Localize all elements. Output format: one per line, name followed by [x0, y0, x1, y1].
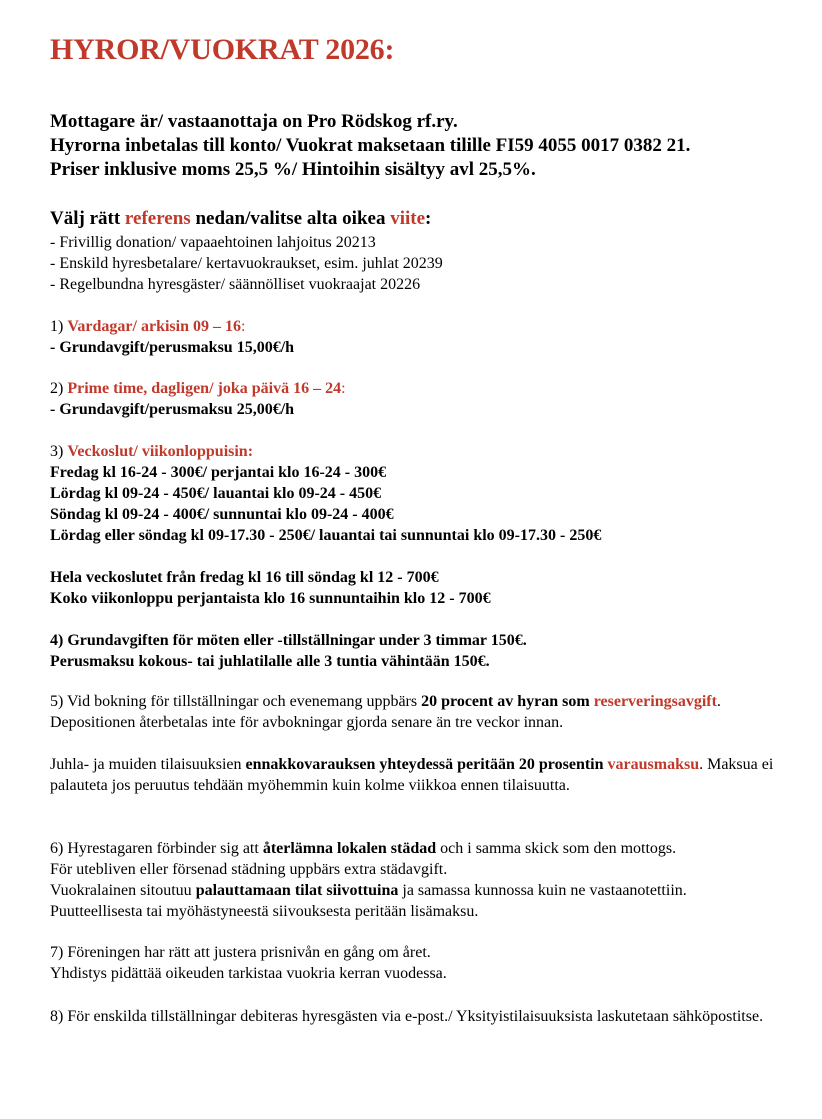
section-colon: :: [341, 380, 346, 397]
section-title: Prime time, dagligen/ joka päivä 16 – 24: [67, 380, 342, 397]
section-title: Vardagar/ arkisin 09 – 16: [67, 318, 241, 335]
text: Vuokralainen sitoutuu: [50, 882, 196, 899]
reference-intro-text: Välj rätt: [50, 208, 125, 229]
emphasis: 20 procent av hyran som: [421, 693, 590, 710]
section-1-heading: [50, 317, 245, 337]
reference-item: - Regelbundna hyresgäster/ säännölliset vuokraajat 20226: [50, 276, 421, 293]
section-1-price: - Grundavgift/perusmaksu 15,00€/h: [50, 339, 295, 356]
section-5-swedish: [50, 691, 780, 733]
reference-item: - Frivillig donation/ vapaaehtoinen lahjoitus 20213: [50, 234, 376, 251]
section-6-line: [50, 839, 676, 859]
weekend-price-line: Lördag eller söndag kl 09-17.30 - 250€/ lauantai tai sunnuntai klo 09-17.30 - 250€: [50, 527, 602, 544]
reserveringsavgift-keyword: reserveringsavgift: [593, 693, 717, 710]
reference-item: - Enskild hyresbetalare/ kertavuokraukset, esim. juhlat 20239: [50, 255, 443, 272]
vat-line: Priser inklusive moms 25,5 %/ Hintoihin sisältyy avl 25,5%.: [50, 159, 536, 180]
weekend-price-line: Söndag kl 09-24 - 400€/ sunnuntai klo 09-24 - 400€: [50, 506, 394, 523]
text: Juhla- ja muiden tilaisuuksien: [50, 756, 246, 773]
section-2-price: - Grundavgift/perusmaksu 25,00€/h: [50, 401, 295, 418]
section-number: 3): [50, 443, 68, 460]
section-7-line: Yhdistys pidättää oikeuden tarkistaa vuokria kerran vuodessa.: [50, 965, 447, 982]
section-number: 2): [50, 380, 68, 397]
weekend-price-line: Lördag kl 09-24 - 450€/ lauantai klo 09-24 - 450€: [50, 485, 382, 502]
reference-intro-colon: :: [425, 208, 432, 229]
section-4-line: 4) Grundavgiften för möten eller -tillställningar under 3 timmar 150€.: [50, 632, 527, 649]
reference-keyword: referens: [124, 208, 191, 229]
text: 5) Vid bokning för tillställningar och evenemang uppbärs: [50, 693, 422, 710]
emphasis: palauttamaan tilat siivottuina: [195, 882, 399, 899]
recipient-line: Mottagare är/ vastaanottaja on Pro Rödskog rf.ry.: [50, 111, 458, 132]
page-title: HYROR/VUOKRAT 2026:: [50, 33, 395, 66]
account-line: Hyrorna inbetalas till konto/ Vuokrat maksetaan tilille FI59 4055 0017 0382 21.: [50, 135, 691, 156]
section-number: 1): [50, 318, 68, 335]
varausmaksu-keyword: varausmaksu: [607, 756, 700, 773]
text: och i samma skick som den mottogs.: [436, 840, 677, 857]
section-colon: :: [240, 318, 246, 335]
section-6-line: Puutteellisesta tai myöhästyneestä siivouksesta peritään lisämaksu.: [50, 903, 479, 920]
reference-intro-text: nedan/valitse alta oikea: [190, 208, 391, 229]
reference-intro: [50, 207, 431, 231]
text: ja samassa kunnossa kuin ne vastaanotettiin.: [398, 882, 687, 899]
viite-keyword: viite: [390, 208, 426, 229]
text: . Maksua ei palauteta jos peruutus tehdään myöhemmin kuin kolme viikkoa ennen tilaisuutta.: [50, 756, 774, 794]
section-5-finnish: [50, 754, 780, 796]
section-7-line: 7) Föreningen har rätt att justera prisnivån en gång om året.: [50, 944, 431, 961]
section-6-line: [50, 881, 687, 901]
text: . Depositionen återbetalas inte för avbokningar gjorda senare än tre veckor innan.: [50, 693, 721, 731]
emphasis: ennakkovarauksen yhteydessä peritään 20 prosentin: [245, 756, 604, 773]
section-4-line: Perusmaksu kokous- tai juhlatilalle alle 3 tuntia vähintään 150€.: [50, 653, 490, 670]
emphasis: återlämna lokalen städad: [262, 840, 437, 857]
whole-weekend-line: Hela veckoslutet från fredag kl 16 till söndag kl 12 - 700€: [50, 569, 439, 586]
weekend-price-line: Fredag kl 16-24 - 300€/ perjantai klo 16-24 - 300€: [50, 464, 387, 481]
section-6-line: För utebliven eller försenad städning uppbärs extra städavgift.: [50, 861, 448, 878]
whole-weekend-line: Koko viikonloppu perjantaista klo 16 sunnuntaihin klo 12 - 700€: [50, 590, 491, 607]
section-8-text: 8) För enskilda tillställningar debiteras hyresgästen via e-post./ Yksityistilaisuuksista laskutetaan sähköpostitse.: [50, 1008, 764, 1025]
section-3-heading: [50, 442, 253, 462]
text: 6) Hyrestagaren förbinder sig att: [50, 840, 263, 857]
section-title: Veckoslut/ viikonloppuisin:: [67, 443, 254, 460]
section-2-heading: [50, 379, 346, 399]
